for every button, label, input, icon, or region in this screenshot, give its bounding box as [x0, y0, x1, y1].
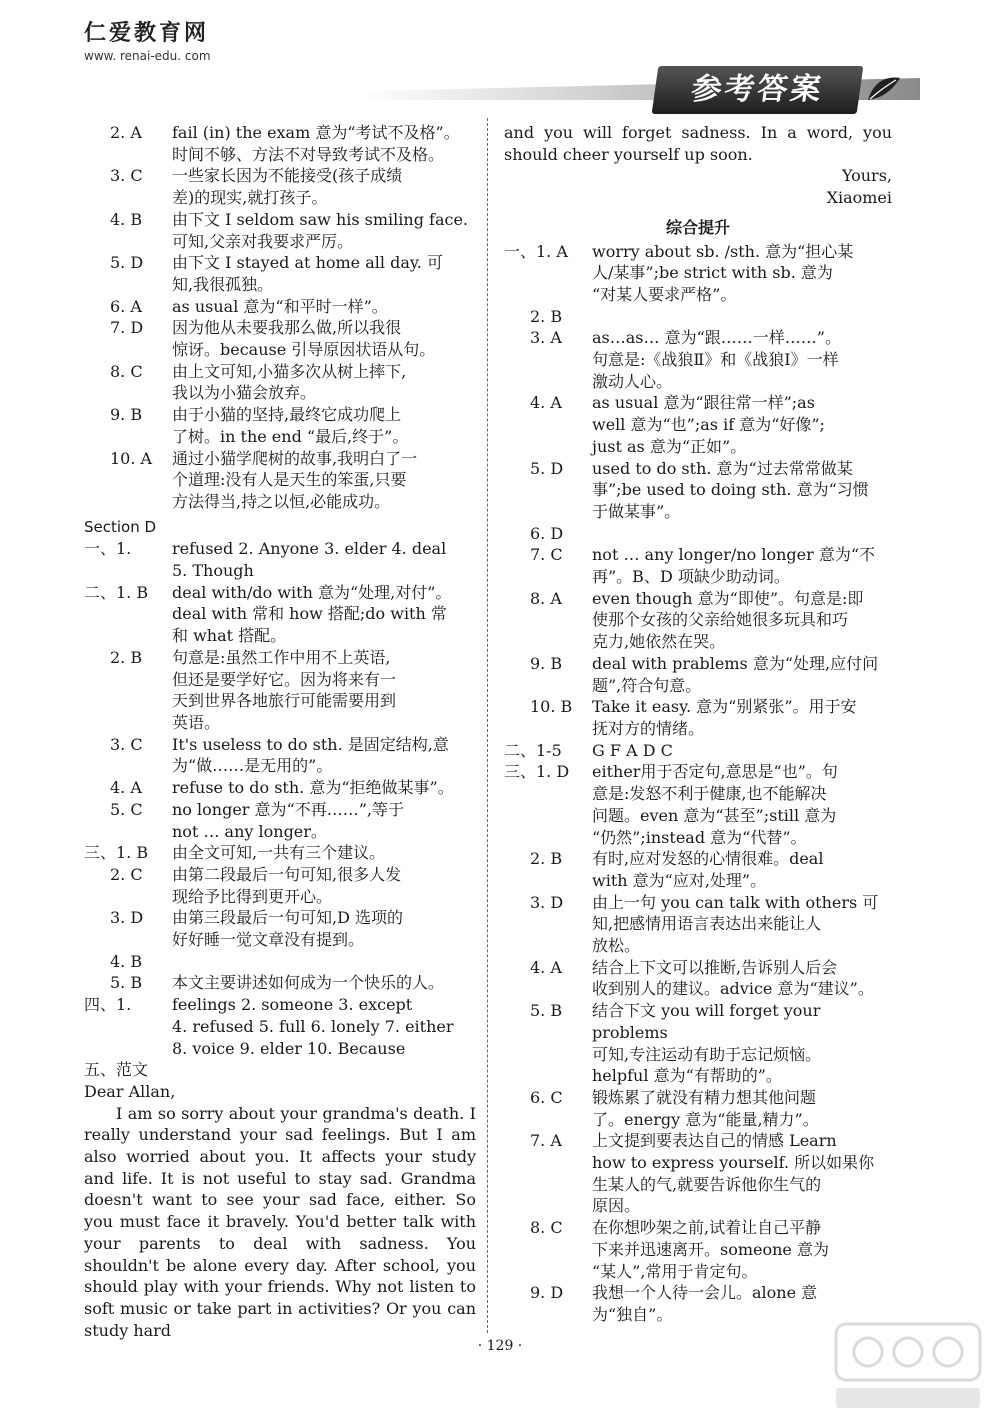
answer-number: 2. B [530, 306, 563, 326]
answer-item [504, 523, 892, 545]
essay-closing: Yours, Xiaomei [826, 166, 892, 208]
brand-logo [84, 16, 211, 63]
answer-list-part1 [504, 241, 892, 740]
answer-text: deal with prablems 意为“处理,应付问 题”,符合句意。 [592, 653, 879, 695]
answer-number: 5. D [110, 253, 144, 273]
answer-item [504, 892, 892, 957]
answer-number: 4. A [530, 393, 562, 413]
answer-number: 一、1. A [504, 241, 568, 261]
answer-number: 10. A [110, 448, 153, 468]
answer-item [504, 327, 892, 392]
answer-list-part3 [84, 842, 476, 994]
answer-text: even though 意为“即使”。句意是:即 使那个女孩的父亲给她很多玩具和巧 克力,她依然在哭。 [592, 588, 864, 652]
answer-item [84, 317, 476, 360]
answer-text: 由下文 I stayed at home all day. 可 知,我很孤独。 [172, 253, 443, 294]
answer-item [84, 864, 476, 907]
answer-text: not … any longer/no longer 意为“不 再”。B、D 项缺少助动词。 [592, 545, 876, 587]
answer-number: 二、1. B [84, 582, 149, 602]
answer-number: 3. A [530, 328, 562, 348]
answer-number: 2. A [110, 123, 142, 142]
answer-number: 二、1-5 [504, 740, 567, 760]
answer-item [84, 799, 476, 842]
answer-number: 5. D [530, 458, 564, 478]
answer-number: 9. B [110, 405, 143, 425]
answer-text: as usual 意为“和平时一样”。 [172, 296, 388, 316]
left-column [84, 122, 476, 1341]
answer-item [84, 538, 476, 581]
answer-number: 4. A [110, 778, 142, 798]
answer-number: 7. A [530, 1131, 562, 1151]
answer-text: 我想一个人待一会儿。alone 意 为“独自”。 [592, 1283, 818, 1324]
answer-text: It's useless to do sth. 是固定结构,意 为“做……是无用的”。 [172, 734, 449, 776]
answer-item [504, 392, 892, 457]
essay-ending: and you will forget sadness. In a word, you should cheer yourself up soon. [504, 123, 892, 164]
answer-text: 上文提到要表达自己的情感 Learn how to express yourself. 所以如果你 生某人的气,就要告诉他你生气的 原因。 [592, 1131, 875, 1216]
answer-item [504, 1130, 892, 1217]
section-d-title: Section D [84, 517, 157, 536]
answer-number: 3. D [110, 908, 144, 928]
brand-name: 仁爱教育网 [84, 20, 210, 46]
answer-item [504, 696, 892, 739]
answer-text: 由上文可知,小猫多次从树上摔下, 我以为小猫会放弃。 [172, 361, 407, 403]
answer-number: 5. C [110, 799, 143, 819]
answer-number: 7. D [110, 318, 144, 338]
answer-item [504, 653, 892, 696]
answer-text: as usual 意为“跟往常一样”;as well 意为“也”;as if 意为“好像”; just as 意为“正如”。 [592, 393, 825, 456]
answer-text: 结合上下文可以推断,告诉别人后会 收到别人的建议。advice 意为“建议”。 [592, 957, 874, 999]
answer-number: 5. B [530, 1001, 563, 1021]
answer-number: 三、1. B [84, 843, 149, 863]
answer-item [84, 994, 476, 1059]
answer-item [504, 458, 892, 523]
answer-item [84, 777, 476, 799]
answer-text: no longer 意为“不再……”,等于 not … any longer。 [172, 799, 404, 841]
answer-number: 8. A [530, 588, 562, 608]
answer-text: 锻炼累了就没有精力想其他问题 了。energy 意为“能量,精力”。 [592, 1087, 819, 1129]
answer-text: 有时,应对发怒的心情很难。deal with 意为“应对,处理”。 [592, 849, 824, 890]
answer-item [84, 361, 476, 404]
answer-item [84, 296, 476, 318]
answer-number: 6. A [110, 296, 142, 316]
answer-number: 3. C [110, 166, 143, 186]
answer-item [84, 448, 476, 513]
essay-body: I am so sorry about your grandma's death. I really understand your sad feelings. But I am also worried about you. It affects your study and life. It is not useful to stay sad. Grandma doesn't want to see your sad face, either. So you must face it bravely. You'd better talk with your parents to deal with sadness. You shouldn't be alone every day. After school, you should play with your friends. Why not listen to soft music or take part in activities? Or you can study hard [84, 1103, 476, 1340]
answer-number: 7. C [530, 545, 563, 565]
answer-text: G F A D C [592, 740, 673, 760]
answer-item [84, 842, 476, 864]
answer-item [504, 761, 892, 848]
answer-number: 三、1. D [504, 762, 570, 782]
page-number: · 129 · [477, 1338, 523, 1354]
answer-text: 通过小猫学爬树的故事,我明白了一 个道理:没有人是天生的笨蛋,只要 方法得当,持之以恒,必能成功。 [172, 448, 418, 511]
answer-number: 8. C [110, 361, 143, 381]
answer-number: 4. B [110, 209, 143, 229]
answer-list-part2 [84, 582, 476, 842]
answer-text: Take it easy. 意为“别紧张”。用于安 抚对方的情绪。 [592, 697, 857, 738]
essay-salutation: Dear Allan, [84, 1081, 176, 1101]
answer-text: deal with/do with 意为“处理,对付”。 deal with 常和 how 搭配;do with 常 和 what 搭配。 [172, 582, 452, 646]
answer-text: 本文主要讲述如何成为一个快乐的人。 [172, 973, 445, 993]
answer-text: 一些家长因为不能接受(孩子成绩 差)的现实,就打孩子。 [172, 166, 403, 208]
answer-item [504, 306, 892, 328]
answer-item [504, 1000, 892, 1087]
answer-list-top [84, 122, 476, 513]
answer-text: 由第二段最后一句可知,很多人发 现给予比得到更开心。 [172, 864, 402, 906]
answer-text: 在你想吵架之前,试着让自己平静 下来并迅速离开。someone 意为 “某人”,常用于肯定句。 [592, 1218, 829, 1281]
answer-text: 结合下文 you will forget your problems 可知,专注运动有助于忘记烦恼。 helpful 意为“有帮助的”。 [592, 1001, 822, 1086]
answer-text: used to do sth. 意为“过去常常做某 事”;be used to doing sth. 意为“习惯 于做某事”。 [592, 458, 869, 521]
answer-number: 一、1. [84, 539, 137, 559]
answer-item [84, 404, 476, 447]
answer-item [84, 972, 476, 994]
answer-number: 3. D [530, 892, 564, 912]
answer-item [84, 907, 476, 950]
answer-number: 9. D [530, 1283, 564, 1303]
answer-number: 10. B [530, 697, 573, 717]
answer-item [504, 588, 892, 653]
answer-number: 3. C [110, 734, 143, 754]
answer-item [84, 951, 476, 973]
answer-item [84, 582, 476, 647]
brand-url: www. renai-edu. com [84, 49, 211, 63]
answer-number: 4. A [530, 957, 562, 977]
answer-number: 2. C [110, 864, 143, 884]
answer-text: 由上一句 you can talk with others 可 知,把感情用语言表达出来能让人 放松。 [592, 892, 879, 956]
answer-item [504, 544, 892, 587]
answer-text: 由第三段最后一句可知,D 选项的 好好睡一觉文章没有提到。 [172, 908, 404, 950]
answer-list-part3 [504, 761, 892, 1325]
answer-item [504, 848, 892, 891]
watermark-logo-icon [828, 1318, 988, 1414]
answer-text: feelings 2. someone 3. except 4. refused 5. full 6. lonely 7. either 8. voice 9. elder 10. Because [172, 995, 454, 1058]
answer-number: 2. B [110, 647, 143, 667]
answer-item [84, 734, 476, 777]
answer-item [504, 957, 892, 1000]
answer-number: 6. C [530, 1087, 563, 1107]
answer-number: 6. D [530, 523, 564, 543]
answer-item [84, 122, 476, 165]
answer-text: 由全文可知,一共有三个建议。 [172, 843, 386, 863]
answer-text: 由于小猫的坚持,最终它成功爬上 了树。in the end “最后,终于”。 [172, 405, 409, 446]
answer-item [504, 740, 892, 762]
answer-number: 8. C [530, 1218, 563, 1238]
answer-item [84, 165, 476, 208]
answer-item [84, 209, 476, 252]
answer-text: 由下文 I seldom saw his smiling face. 可知,父亲对我要求严厉。 [172, 209, 469, 251]
answer-text: as…as… 意为“跟……一样……”。 句意是:《战狼Ⅱ》和《战狼Ⅰ》一样 激动人心。 [592, 328, 841, 391]
answer-item [84, 647, 476, 734]
answer-item [504, 1087, 892, 1130]
answer-text: fail (in) the exam 意为“考试不及格”。 时间不够、方法不对导致考试不及格。 [172, 123, 460, 164]
answer-text: refused 2. Anyone 3. elder 4. deal 5. Though [172, 539, 447, 581]
leaf-emblem-icon [866, 74, 902, 104]
section-title: 综合提升 [665, 217, 730, 237]
right-column [504, 122, 892, 1326]
answer-item [504, 1217, 892, 1282]
answer-number: 9. B [530, 653, 563, 673]
answer-text: 因为他从未要我那么做,所以我很 惊讶。because 引导原因状语从句。 [172, 318, 436, 360]
answer-text: worry about sb. /sth. 意为“担心某 人/某事”;be strict with sb. 意为 “对某人要求严格”。 [592, 241, 854, 304]
answer-text: 句意是:虽然工作中用不上英语, 但还是要学好它。因为将来有一 天到世界各地旅行可能需要用到 英语。 [172, 647, 397, 732]
answer-item [84, 252, 476, 295]
answer-number: 2. B [530, 849, 563, 869]
part5-label: 五、范文 [84, 1060, 149, 1080]
page-title: 参考答案 [652, 66, 864, 114]
column-divider [487, 118, 488, 1333]
answer-text: either用于否定句,意思是“也”。句 意是:发怒不利于健康,也不能解决 问题。even 意为“甚至”;still 意为 “仍然”;instead 意为“代替”。 [592, 762, 838, 847]
answer-item [504, 241, 892, 306]
answer-number: 4. B [110, 951, 143, 971]
answer-text: refuse to do sth. 意为“拒绝做某事”。 [172, 778, 454, 798]
answer-number: 四、1. [84, 995, 137, 1015]
answer-number: 5. B [110, 973, 143, 993]
